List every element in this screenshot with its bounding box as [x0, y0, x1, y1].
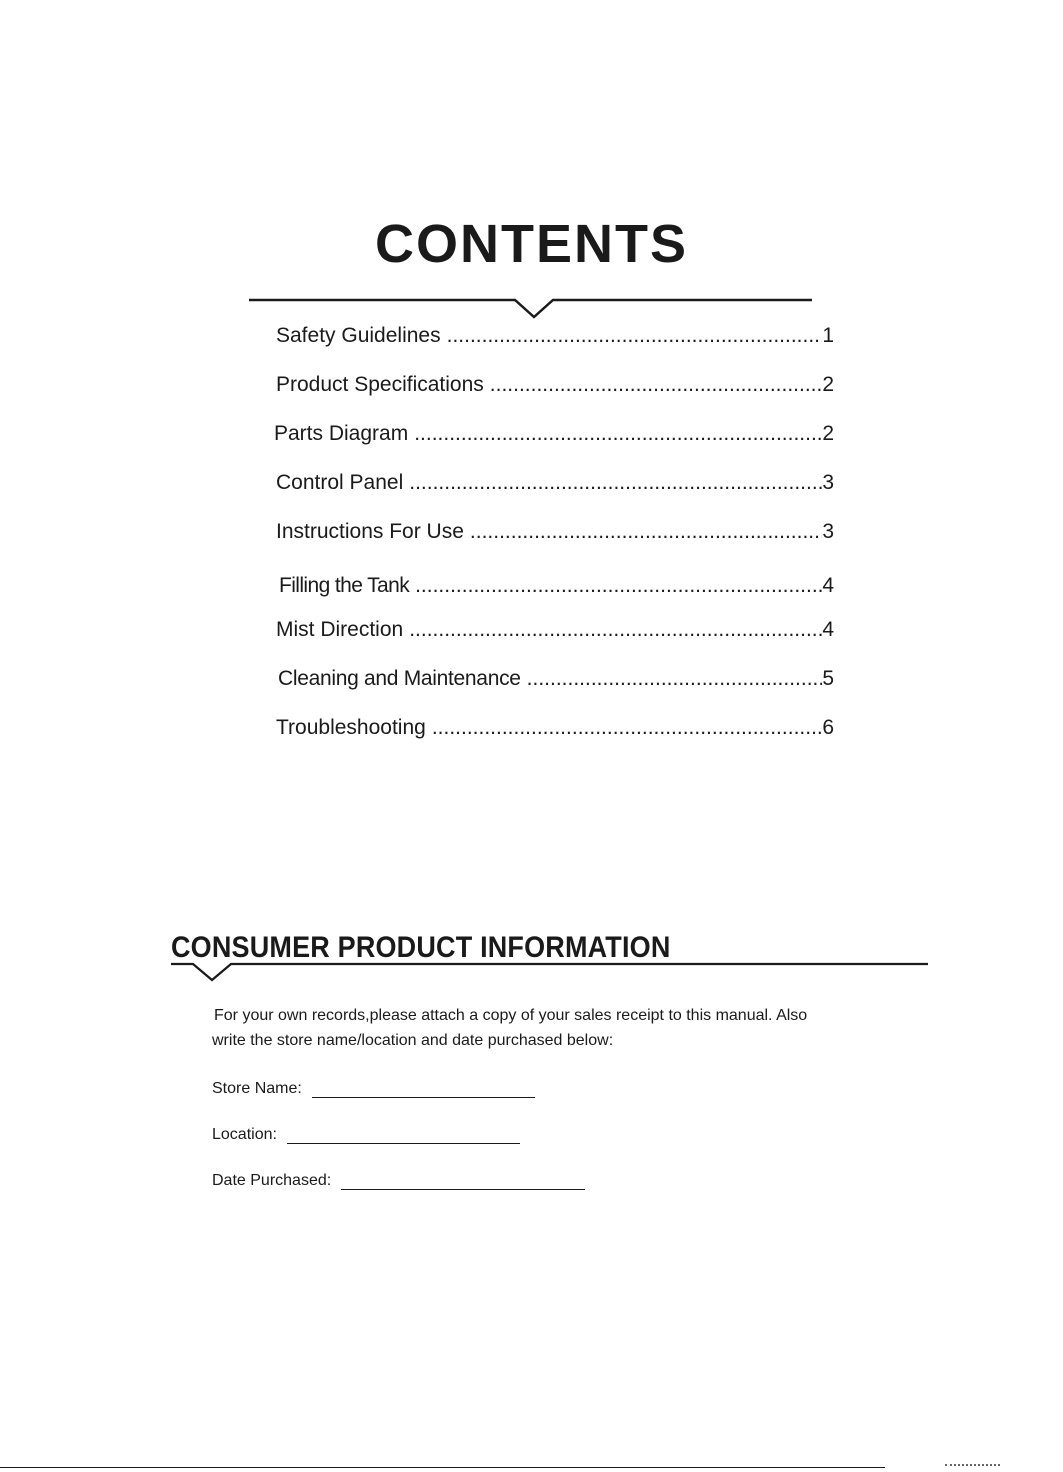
toc-entry-cleaning-and-maintenance[interactable]: [278, 665, 834, 693]
footer-registration-marks: [945, 1464, 1000, 1472]
toc-dot-leader: [490, 371, 823, 399]
toc-dot-leader: [415, 572, 822, 600]
date-purchased-field: [212, 1168, 585, 1192]
toc-entry-label: Filling the Tank: [279, 574, 410, 597]
store-name-label: Store Name:: [212, 1080, 302, 1097]
consumer-info-underline: [171, 960, 929, 984]
toc-dot-leader: [409, 469, 822, 497]
toc-page-number: 6: [822, 716, 834, 739]
toc-page-number: 4: [822, 618, 834, 641]
toc-dot-leader: [470, 518, 822, 546]
toc-dot-leader: [414, 420, 822, 448]
toc-entry-troubleshooting[interactable]: [276, 714, 834, 742]
toc-entry-label: Troubleshooting: [276, 716, 426, 739]
date-purchased-label: Date Purchased:: [212, 1172, 332, 1189]
toc-dot-leader: [432, 714, 822, 742]
toc-page-number: 2: [822, 373, 834, 396]
toc-entry-filling-the-tank[interactable]: [279, 572, 834, 600]
toc-entry-instructions-for-use[interactable]: [276, 518, 834, 546]
location-label: Location:: [212, 1126, 277, 1143]
toc-page-number: 3: [822, 520, 834, 543]
toc-page-number: 3: [822, 471, 834, 494]
store-name-blank-line[interactable]: [312, 1079, 535, 1098]
toc-entry-label: Mist Direction: [276, 618, 404, 641]
toc-page-number: 1: [822, 324, 834, 347]
intro-text-line-1: For your own records,please attach a copy of your sales receipt to this manual. Also: [214, 1007, 808, 1024]
footer-rule: [0, 1467, 885, 1468]
toc-entry-label: Parts Diagram: [274, 422, 409, 445]
toc-page-number: 4: [822, 574, 834, 597]
toc-entry-label: Control Panel: [276, 471, 404, 494]
toc-dot-leader: [527, 665, 823, 693]
toc-entry-product-specifications[interactable]: [276, 371, 834, 399]
toc-entry-parts-diagram[interactable]: [274, 420, 834, 448]
store-name-field: [212, 1076, 535, 1100]
contents-title-underline: [249, 292, 813, 320]
toc-entry-control-panel[interactable]: [276, 469, 834, 497]
consumer-info-title: CONSUMER PRODUCT INFORMATION: [171, 931, 671, 964]
toc-page-number: 5: [822, 667, 834, 690]
toc-entry-label: Safety Guidelines: [276, 324, 441, 347]
toc-entry-label: Product Specifications: [276, 373, 484, 396]
toc-entry-mist-direction[interactable]: [276, 616, 834, 644]
location-blank-line[interactable]: [287, 1125, 520, 1144]
toc-entry-safety-guidelines[interactable]: [276, 322, 834, 350]
toc-entry-label: Cleaning and Maintenance: [278, 667, 521, 690]
toc-dot-leader: [447, 322, 823, 350]
location-field: [212, 1122, 520, 1146]
toc-page-number: 2: [822, 422, 834, 445]
toc-dot-leader: [409, 616, 822, 644]
contents-title: CONTENTS: [375, 214, 688, 274]
date-purchased-blank-line[interactable]: [341, 1171, 585, 1190]
toc-entry-label: Instructions For Use: [276, 520, 464, 543]
intro-text-line-2: write the store name/location and date purchased below:: [212, 1032, 614, 1049]
